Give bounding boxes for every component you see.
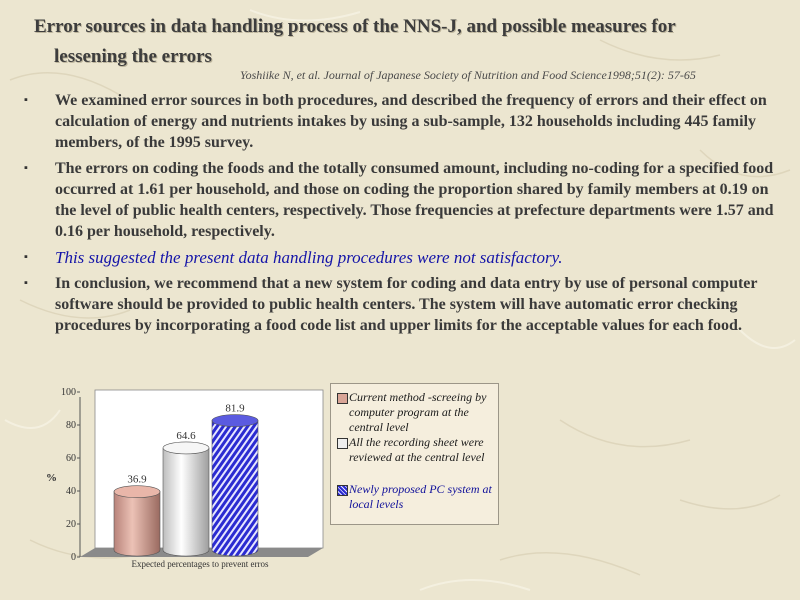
legend-label: Newly proposed PC system at local levels — [349, 482, 492, 511]
bar-data-label: 64.6 — [176, 429, 196, 442]
legend-swatch-icon — [337, 393, 348, 404]
bullet-item — [22, 273, 778, 336]
y-axis-label: % — [46, 472, 57, 484]
y-tick-label: 80 — [66, 420, 76, 431]
bullet-list — [22, 90, 778, 341]
bar-top — [212, 415, 258, 427]
bullet-marker-icon: ▪ — [24, 277, 28, 289]
bullet-item-highlighted — [22, 247, 778, 268]
y-tick-label: 0 — [71, 552, 76, 563]
legend-label: All the recording sheet were reviewed at the central level — [349, 435, 485, 464]
bullet-item — [22, 158, 778, 242]
bar — [114, 492, 160, 556]
bullet-text: We examined error sources in both procedures, and described the frequency of errors and their effect on calculation of energy and nutrients intakes by using a sub-sample, 132 households including 445 family members, of the 1995 survey. — [55, 92, 767, 151]
bar — [163, 448, 209, 556]
citation: Yoshiike N, et al. Journal of Japanese Society of Nutrition and Food Science1998;51(2): 57-65 — [240, 68, 696, 82]
bullet-marker-icon: ▪ — [24, 162, 28, 174]
bar-chart — [46, 380, 330, 570]
bar-top — [114, 486, 160, 498]
y-ticks — [61, 387, 80, 563]
y-tick-label: 20 — [66, 519, 76, 530]
legend-label: Current method -screeing by computer program at the central level — [349, 390, 487, 434]
y-tick-label: 40 — [66, 486, 76, 497]
bullet-marker-icon: ▪ — [24, 94, 28, 106]
bullet-item — [22, 90, 778, 153]
chart-legend — [330, 383, 499, 525]
bullet-text: In conclusion, we recommend that a new system for coding and data entry by use of personal computer software should be provided to public health centers. The system will have automatic error checking procedures by incorporating a food code list and upper limits for the acceptable values for each food. — [55, 275, 758, 334]
bullet-marker-icon: ▪ — [24, 251, 28, 263]
x-axis-label: Expected percentages to prevent erros — [131, 559, 269, 569]
bullet-text: The errors on coding the foods and the totally consumed amount, including no-coding for a specified food occurred at 1.61 per household, and those on coding the proportion shared by family members at 0.19 on the level of public health centers, respectively. Those frequencies at prefecture departments were 1.57 and 0.16 per household, respectively. — [55, 160, 774, 240]
bar-top — [163, 442, 209, 454]
legend-swatch-icon — [337, 438, 348, 449]
title-line-2: lessening the errors — [54, 46, 212, 67]
y-tick-label: 60 — [66, 453, 76, 464]
bar-data-label: 36.9 — [127, 473, 147, 486]
bar — [212, 421, 258, 556]
bar-data-label: 81.9 — [225, 402, 245, 415]
title-line-1: Error sources in data handling process of the NNS-J, and possible measures for — [34, 16, 676, 37]
bullet-text: This suggested the present data handling procedures were not satisfactory. — [55, 248, 563, 267]
y-tick-label: 100 — [61, 387, 76, 398]
legend-swatch-icon — [337, 485, 348, 496]
